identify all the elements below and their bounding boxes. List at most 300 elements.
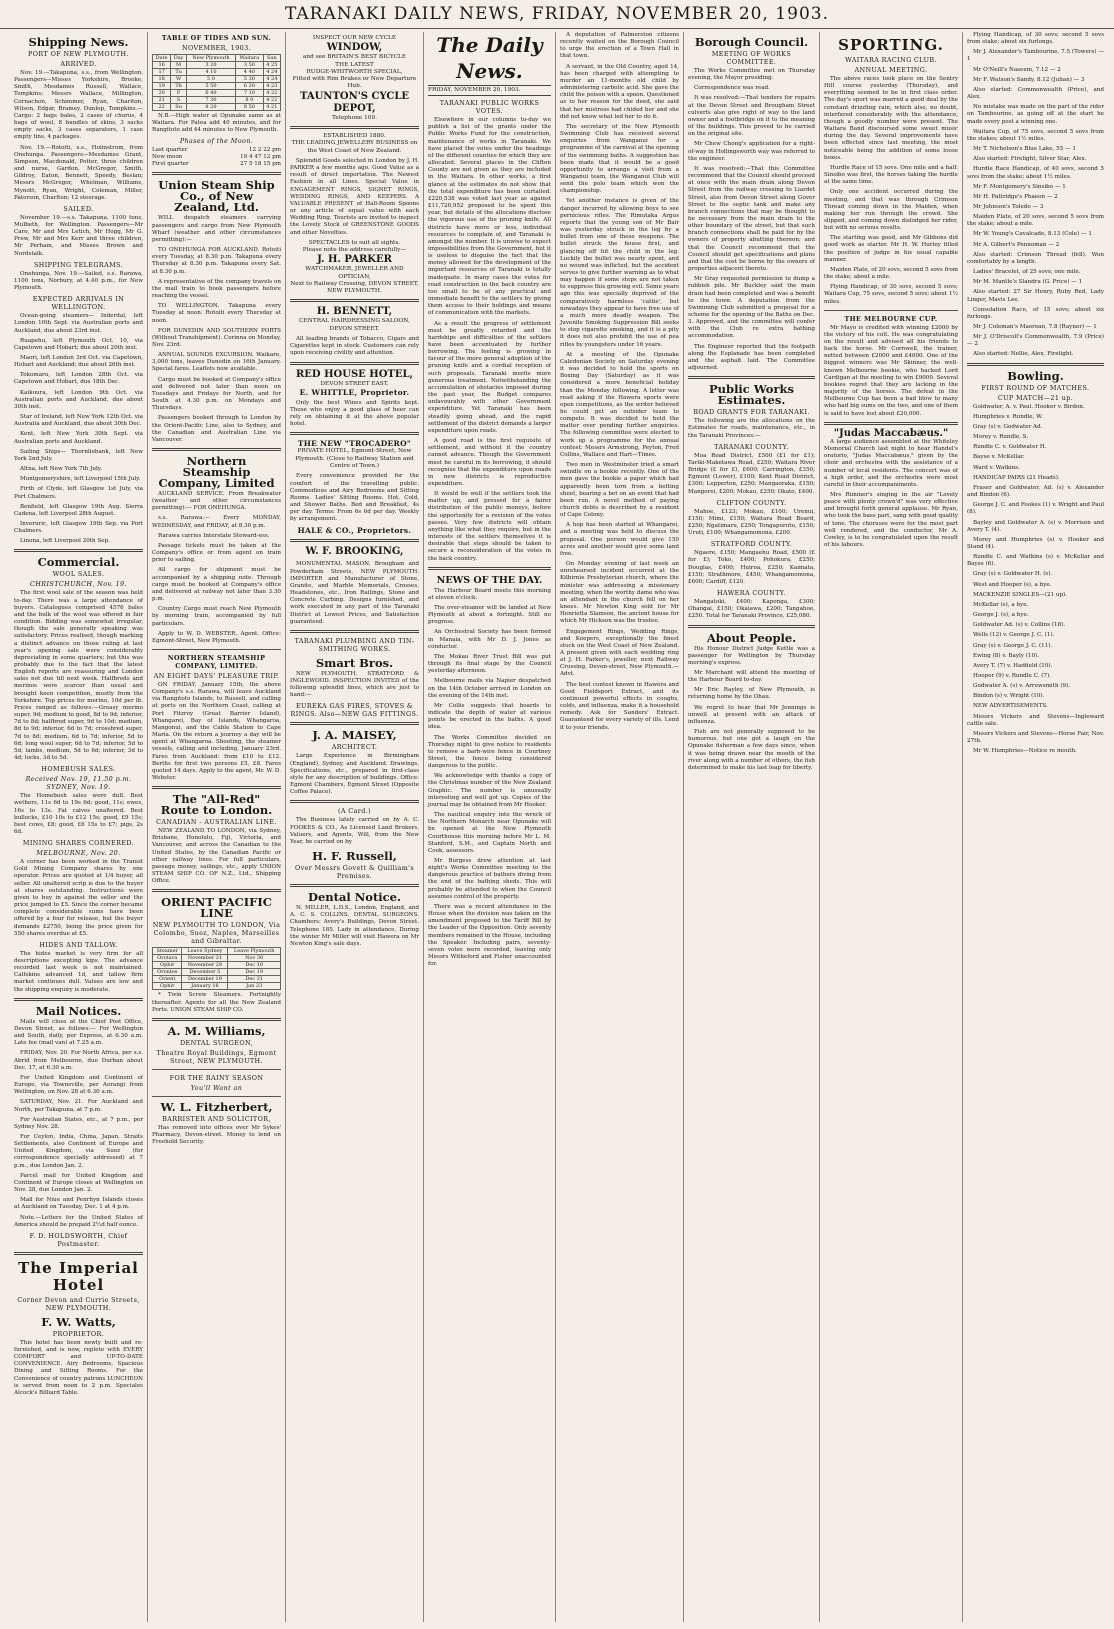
- moon-phase-row: [152, 161, 281, 168]
- moon-phases: [152, 147, 281, 168]
- trocadero-advert: [290, 439, 419, 470]
- dateline: [428, 85, 551, 96]
- bowling-draw-line: Goldwater Ad. (s) v. Collins (18).: [973, 622, 1066, 629]
- maisey-role: ARCHITECT.: [331, 743, 378, 752]
- news-paragraphs: [560, 32, 679, 732]
- news-item: Mr Burgess drew attention at last night's Works Committee meeting to the dangerous practice of bathers diving from the end of the bathing sheds. This will probably be attended to when the Council assumes control of the property.: [428, 858, 551, 900]
- race-result-line: No mistake was made on the part of the rider on Tambourine, as going off at the start he made every post a winning one.: [967, 104, 1104, 125]
- divider: [290, 630, 419, 633]
- williams-name: A. M. Williams,: [167, 1023, 266, 1038]
- race-result-line: Also started: Commonwealth (Price), and Alex.: [967, 86, 1104, 101]
- county-heading: TARANAKI COUNTY.: [714, 442, 789, 451]
- divider: [14, 998, 143, 1001]
- table-cell: Orient: [153, 976, 182, 983]
- please-note: Please note the address carefully—: [302, 246, 407, 253]
- moon-heading: Phases of the Moon.: [179, 137, 254, 146]
- table-row: [153, 62, 281, 69]
- bowling-draw-line: Bayley and Goldwater A. (s) v. Morrison and Avery T. (4).: [967, 519, 1104, 533]
- review-paragraph: Mrs Rimmer's singing in the air "Lovely peace with plenty crown'd" was very effective and brought forth general applause. Mr Ryan, who took the bass part, sang with good quality of tone. The choruses were for the most part well rendered, and the conductor, Mr A. Cowley, is to be congratulated upon the result of his labours.: [824, 491, 958, 549]
- table-header-cell: Day: [171, 55, 187, 62]
- dental-notice-body: N. MILLER, L.D.S., London, England, and A. C. S. COLLINS, DENTAL SURGEONS. Chambers: Avery's Buildings, Devon Street. Telephone 185. Lady in attendance. During the winter Mr Miller will visit Hawera on Mr Newton King's sale days.: [290, 905, 419, 947]
- public-works-heading: Public Works Estimates.: [709, 382, 794, 408]
- bowling-draw-line: West and Hooper (s), a bye.: [973, 581, 1052, 588]
- bowling-draw-line: Rundle C. v. Goldwater H.: [973, 444, 1047, 451]
- expected-arrival-item: Star of Ireland, left New York 12th Oct. via Australia and Auckland, due about 30th Dec.: [14, 414, 143, 428]
- judas-maccabaeus-review: [824, 439, 958, 549]
- rainy-season: FOR THE RAINY SEASON: [169, 1073, 264, 1082]
- news-item: We acknowledge with thanks a copy of the Christmas number of the New Zealand Graphic. The number is unusually interesting and well got up. Copies of the journal may be obtained from Mr Hooker.: [428, 773, 551, 808]
- divider: [152, 172, 281, 175]
- parker-advert: [290, 133, 419, 155]
- table-cell: 4 22: [263, 90, 280, 97]
- red-house-address: DEVON STREET EAST.: [320, 380, 389, 387]
- column-1: [10, 32, 148, 1622]
- expected-arrival-item: Ruapehu, left Plymouth Oct. 10, via Capetown and Hobart; due about 20th inst.: [14, 337, 143, 351]
- table-cell: Su: [171, 104, 187, 111]
- nsc-heading: NORTHERN STEAMSHIP COMPANY, LIMITED.: [167, 653, 266, 670]
- bowling-draw-line: Wells (12) v. George J. C. (1).: [973, 632, 1055, 639]
- county-heading: STRATFORD COUNTY.: [710, 540, 793, 549]
- hotel-address: Corner Devon and Currie Streets, NEW PLYMOUTH.: [17, 1295, 140, 1312]
- news-of-the-day-heading: NEWS OF THE DAY.: [436, 574, 543, 586]
- news-item: There was a record attendance in the House when the division was taken on the amendment proposed to the Tariff Bill by the Leader of the Opposition. Only seventy members remained in the House, including the Speaker. Including pairs, seventy-seven votes were recorded, leaving only Messrs Witheford and Fisher unaccounted for.: [428, 903, 551, 968]
- divider: [688, 376, 815, 379]
- established-label: ESTABLISHED 1880.: [323, 133, 386, 140]
- county-grants: Mahoe, £123; Mokau, £100; Urenui, £150; Mimi, £150; Waitara Road Board, £250; Ngatimaru, £250; Tongaporutu, £150; Uruti, £100; Whangamomona, £200.: [688, 508, 815, 537]
- union-steamship-paragraph: TO WELLINGTON. Takapuna every Tuesday at noon. Rotoiti every Thursday at noon.: [152, 303, 281, 324]
- smart-bros-body: NEW PLYMOUTH, STRATFORD & INGLEWOOD. INSPECTION INVITED of the following splendid lines, which are just to hand:—: [290, 670, 419, 699]
- editorial-paragraph: Elsewhere in our columns to-day we publish a list of the grants under the Public Works Fund for the construction, maintenance of works in Taranaki. We have placed the votes under the headings of the different counties for which they are allocated. Several places in the Clifton County are not given as they are included in the Waitara. In other works, a first glance at the estimates do not show that the total expenditure has been curtailed. £220,538 was voted last year as against £11,720,952 proposed to be spent this year, but details of the allocations disclose the vigorous use of the pruning knife. All districts have more or less, individual resources to complain of, and Taranaki is amongst the number. It is unwise to expect impossibilities from the Government, but it is useless to disguise the fact that the money allowed for the development of the important resources of Taranaki is totally inadequate. In many cases the votes for road construction in the back country are too small to be of any practical and immediate benefit to the settlers by giving them access to their holdings and means of communication with the markets.: [428, 117, 551, 317]
- brooking-body: MONUMENTAL MASON, Brougham and Powderham Streets, NEW PLYMOUTH. IMPORTER and Manufacturer of Stone, Granite, and Marble Memorials, Crosses, Headstones, etc., Iron Railings, Stone and Concrete Curbing. Designs furnished, and work executed in any part of the Taranaki District at Lowest Prices, and Satisfaction guaranteed.: [290, 561, 419, 625]
- news-paragraph: The best contest known in Hawera and Good Fieldsport Extract, and its continued powerful effects in coughs, colds, and influenza, make it a household remedy. Ask for Sanders' Extract. Guaranteed for every variety of ills. Lend it to your friends.: [560, 681, 679, 731]
- column-7: [820, 32, 963, 1622]
- table-cell: 7 10: [236, 90, 264, 97]
- table-cell: Nov 30: [228, 955, 281, 962]
- bowling-draw-line: MACKENZIE SINGLES—(21 up).: [973, 591, 1068, 598]
- sailed-label: SAILED.: [63, 204, 94, 213]
- expected-label: EXPECTED ARRIVALS IN WELLINGTON.: [32, 295, 125, 312]
- northern-steamship-paragraph: Country Cargo must reach New Plymouth by morning train, accompanied by full particulars.: [152, 606, 281, 627]
- hale-block: [290, 526, 419, 535]
- wool-label: WOOL SALES.: [52, 570, 105, 579]
- mail-notice-item: SATURDAY, Nov. 21. For Auckland and North, per Takapuna, at 7 p.m.: [14, 1099, 143, 1113]
- bennett-role: CENTRAL HAIRDRESSING SALOON, DEVON STREET.: [299, 318, 410, 332]
- table-cell: Ophir: [153, 983, 182, 990]
- news-paragraph: Yet another instance is given of the danger incurred by allowing boys to see pernicious rifles. The Rimutaka Argus reports that the young son of Mr Bair was yesterday struck in the leg by a bullet from one of these weapons. The bullet struck the house first, and glancing off hit the child in the leg. Luckily the bullet was nearly spent, and no wound was inflicted, but the accident serves to give further warning as to what may happen if some steps are not taken to suppress this growing evil. Some years ago this was specially deprived of the comparatively harmless 'cattie', but nowadays they appear to have free use of a much more deadly weapon. The Juvenile Smoking Suppression Bill seeks to stop cigarette smoking, and it is a pity it does not also prohibit the use of pea rifles by youngsters under 16 years.: [560, 198, 679, 348]
- mining-report: A corner has been worked in the Transit Gold Mining Company shares by one operator. Prices are quoted at 1/4 buyer, all seller. All unaltered scrip is due to the buyer at shares outstanding. Instructions were given to buy in against the seller and the price jumped to £5. Since the corner became complete considerable sums have been offered by a four for release, but the buyer demands £2750, being the price given for 550 shares overdue at £5.: [14, 859, 143, 937]
- expected-arrival-item: Benfield, left Glasgow 19th Aug. Sierra Cadena, left Liverpool 28th August.: [14, 503, 143, 517]
- northern-steamship-paragraph: Rarawa carries Interstate Steward-ess.: [158, 532, 270, 539]
- melbourne-cup-heading: THE MELBOURNE CUP.: [844, 314, 938, 323]
- table-cell: 6 40: [186, 90, 235, 97]
- divider: [152, 889, 281, 892]
- tide-note: N.B.—High water at Opunake same as at Waitara. For Patea add 40 minutes, and for Rangitoto add 44 minutes to New Plymouth.: [152, 113, 281, 134]
- expected-arrival-item: Montgomeryshire, left Liverpool 15th July.: [20, 476, 141, 483]
- race-results: [967, 32, 1104, 359]
- table-row: [153, 97, 281, 104]
- parker-address: Next to Railway Crossing, DEVON STREET, NEW PLYMOUTH.: [290, 280, 419, 295]
- editorial-article: [428, 117, 551, 563]
- table-cell: 4 25: [263, 62, 280, 69]
- table-row: [153, 83, 281, 90]
- borough-paragraph: Correspondence was read.: [694, 85, 770, 92]
- homebush-report: The Homebush sales were dull. Best wethers, 11s 6d to 19s 6d; good, 11s; ewes, 16s to 13s. Fat calves unaltered. Best bullocks, £10 10s to £12 15s; good, £9 15s; best cows, £8; good, £6 15s to £7; pigs, 2s 6d.: [14, 793, 143, 835]
- borough-paragraph: The Works Committee met on Thursday evening, the Mayor presiding.: [688, 68, 815, 82]
- editorial-paragraph: It would be well if the settlers took the matter up, and pressed for a fairer distribution of the public moneys, before the opportunity for a revision of the votes passes. Very few districts will obtain anything like what they require, but in the interests of the settlers themselves it is desirable that steps should be taken to secure a reconsideration of the votes in the back country.: [428, 491, 551, 562]
- bennett-body: All leading brands of Tobacco, Cigars and Cigarettes kept in stock. Customers can rely upon receiving civility and attention.: [290, 336, 419, 357]
- race-result-line: Mr J. Coleman's Maorean, 7.8 (Rayner) — 1: [973, 324, 1097, 330]
- divider: [14, 1252, 143, 1255]
- divider: [290, 432, 419, 435]
- trocadero-heading: THE NEW "TROCADERO": [297, 439, 412, 449]
- news-item: Mr Collis suggests that boards to indicate the depth of water at various points be erected in the baths. A good idea.: [428, 702, 551, 731]
- bowling-draw: [967, 404, 1104, 756]
- table-row: [153, 69, 281, 76]
- county-heading: HAWERA COUNTY.: [716, 589, 786, 598]
- borough-council-heading: Borough Council.: [694, 35, 809, 49]
- table-cell: November 21: [182, 955, 228, 962]
- about-people-item: Fish are not generally supposed to be humorous, but one got a laugh on the Opunake fisherman a few days since, when it was being drawn near the mouth of the river along with a number of others, the fish determined to make his last leap for liberty.: [688, 729, 815, 771]
- table-cell: 4 23: [263, 83, 280, 90]
- news-item: Melbourne mails via Napier despatched on the 14th October arrived in London on the evening of the 14th inst.: [428, 678, 551, 699]
- bowling-draw-line: Bindon (s) v. Wright (10).: [973, 693, 1045, 700]
- bowling-cup-match: CUP MATCH—21 up.: [997, 393, 1074, 402]
- arrived-item: Nov. 19.—Takapuna, s.s., from Wellington. Passengers—Misses Yorkshire, Brooke, Smith, Mesdames Russell, Wallace, Tompkins; Messrs Wallace, Millington, Cornachon, Schimmer, Ryan, Chariton, Wilson, Edgar, Bramey, Dunlop, Tompkins.—Cargo: 2 bags bales, 2 cases of chorus, 4 bags of wool, 8 bundles of skins, 3 sacks empty sacks, 3 cases separators, 1 case empty tins, 4 packages.: [14, 70, 143, 141]
- mail-notice-item: Note.—Letters for the United States of America should be prepaid 2½d half ounce.: [14, 1214, 143, 1228]
- bennett-name: H. BENNETT,: [316, 306, 393, 318]
- expected-arrival-item: Ocean-going steamers— Inderdal, left London 10th Sept. via Australian ports and Auckland, due about 23rd inst.: [14, 313, 143, 334]
- hides-report: The hides market is very firm for all descriptions excepting kips. The advance recorded last week is not maintained. Calfskins advanced 1d, and tallow firm market continues dull. Values are low and the shipping enquiry is moderate.: [14, 950, 143, 993]
- bowling-draw-line: NEW ADVERTISEMENTS.: [973, 703, 1048, 710]
- orient-pacific-heading: ORIENT PACIFIC LINE: [161, 895, 272, 921]
- table-cell: 7 30: [186, 97, 235, 104]
- williams-address: Theatre Royal Buildings, Egmont Street, NEW PLYMOUTH.: [156, 1048, 277, 1065]
- table-cell: Jan 23: [228, 983, 281, 990]
- racing-report: [824, 76, 958, 306]
- rudge-label: RUDGE-WHITWORTH SPECIAL,: [306, 68, 403, 75]
- race-result-line: Also started: Nellie, Alex, Firelight.: [973, 351, 1074, 358]
- bowling-draw-line: George J. C. and Fookes (1) v. Wright and Paul (8).: [967, 502, 1104, 516]
- bowling-draw-line: Godwater A. (s) v. Arrowsmith (9).: [973, 683, 1071, 690]
- news-item: An Orchestral Society has been formed in Manaia, with Mr D. J. Jones as conductor.: [428, 629, 551, 650]
- race-result-line: Also started: Firelight, Silver Star, Alex.: [973, 156, 1087, 163]
- race-result-line: Ladies' Bracelet, of 25 sovs; one mile.: [973, 269, 1081, 276]
- arrived-item: Nov. 19.—Rotoiti, s.s., Holmstrom, from Onehunga. Passengers—Mesdames Grant, Simpson, Macdonald, Potter, three children and nurse, Gardon, McGregor, Smith, Gildroy, Eaton, Bennett, Speedy, Beslan; Messrs McGregor, Whelman, Williams, Mynott, Ryan, Wright, Coleman, Miller, Paterson, Charlton; 12 steerage.: [14, 144, 143, 201]
- news-paragraph: On Monday evening of last week an unrehearsed incident occurred at the Kilbirnie Presbyterian church, where the minister was addressing a missionary meeting, when the worthy dame who was an attendant in the church fell on her knees. Mr Newton King sold for Mr Henrietta Slamson, the ancient house for which Mr Hickson was the trustee.: [560, 561, 679, 625]
- moon-phase-row: [152, 154, 281, 161]
- race-result-line: Mr A. Gilbert's Pennoman — 2: [973, 241, 1060, 248]
- news-item: The Mokau River Trust Bill was put through its final stage by the Council yesterday afternoon.: [428, 653, 551, 675]
- race-result-line: Hurdle Race Handicap, of 40 sovs, second 5 sovs from the stake; about 1½ miles.: [967, 166, 1104, 180]
- commercial-heading: Commercial.: [37, 555, 120, 570]
- news-paragraph: Engagement Rings, Wedding Rings, and Keepers, exceptionally the finest stock on the West Coast of New Zealand. A present given with each wedding ring at J. H. Parker's, jeweller, next Railway Crossing, Devon-street, New Plymouth.—Advt.: [560, 628, 679, 678]
- mining-dateline: MELBOURNE, Nov. 20.: [36, 849, 121, 858]
- race-result-line: Mr O'Neill's Naseem, 7.12 — 2: [973, 66, 1061, 73]
- bowling-draw-line: Ewing (8) v. Bayly (10).: [973, 652, 1039, 659]
- table-cell: F: [171, 90, 187, 97]
- race-result-line: Mr T. Nicholson's Blue Lake, 55 — 1: [973, 146, 1076, 153]
- race-result-line: Mr W. Young's Cavalcade, 8.13 (Cole) — 1: [973, 231, 1092, 238]
- northern-steamship-paragraph: All cargo for shipment must be accompanied by a shipping note. Through cargo must be booked at Company's office and delivered at railway not later than 3.30 p.m.: [152, 567, 281, 603]
- divider: [152, 1069, 281, 1070]
- news-paragraph: Two men in Westminster tried a smart swindle on a bookie recently. One of the men gave the bookie a paper which had apparently been torn from a betting sheet, bearing a bet on an event that had been run. A novel method of paying church debts is described by a resident of Cape Colony.: [560, 462, 679, 519]
- mail-notice-item: FRIDAY, Nov. 20. For North Africa, per s.s. Abrid from Melbourne, due Durban about Dec. 17, at 6.30 a.m.: [14, 1050, 143, 1071]
- parker-name: J. H. PARKER: [317, 254, 392, 266]
- fookes-body: The Business lately carried on by A. C. FOOKES & CO., As Licensed Land Brokers, Valuers, and Agents, Will, from the New Year, be carried on by: [290, 817, 419, 845]
- column-8: [963, 32, 1108, 1622]
- table-cell: 18: [153, 76, 171, 83]
- borough-paragraph: It was resolved:—That tenders for repairs at the Devon Street and Brougham Street culverts also give right of way to the land owner and a footbridge on it to the meaning of the buildings. This proved to be carried on the original site.: [688, 95, 815, 138]
- table-cell: Ophir: [153, 962, 182, 969]
- divider: [290, 722, 419, 725]
- racing-paragraph: Maiden Plate, of 20 sovs, second 5 sovs from the stake; about a mile.: [824, 266, 958, 281]
- expected-arrival-item: Altna, left New York 7th July.: [20, 466, 102, 473]
- tide-table-month: NOVEMBER, 1903.: [181, 44, 252, 52]
- union-steamship-paragraph: Passengers booked through to London by the Orient-Pacific Line, also to Sydney, and the Canadian and Australian Line via Vancouver.: [152, 415, 281, 443]
- smart-bros-heading: Smart Bros.: [315, 655, 394, 670]
- table-cell: January 16: [182, 983, 228, 990]
- all-red-subheading: CANADIAN - AUSTRALIAN LINE.: [156, 818, 277, 827]
- divider: [967, 363, 1104, 366]
- news-paragraph: A servant, in the Old Country, aged 14, has been charged with attempting to murder an 11-months old child by administering carbolic acid. She gave the child the poison with a spoon. Questioned as to her reason for the deed, she said that her mistress had chided her and she did not know what led her to do it.: [560, 63, 679, 120]
- county-grants: Mangatoki, £400; Kaponga, £300; Ohangai, £150; Okaiawa, £200; Tangahoe, £250. Total for Taranaki Province, £25,080.: [688, 599, 815, 620]
- table-header-cell: Steamer: [153, 948, 182, 955]
- brooking-name: W. F. BROOKING,: [305, 546, 404, 558]
- public-works-subheading: ROAD GRANTS FOR TARANAKI.: [693, 408, 810, 417]
- telegrams-label: SHIPPING TELEGRAMS.: [33, 260, 124, 269]
- union-steamship-paragraph: ANNUAL SOUNDS EXCURSION. Waikare, 3,000 tons, leaves Dunedin on 16th January. Special fares. Leaflets now available.: [152, 352, 281, 373]
- union-steamship-paragraph: TO ONEHUNGA FOR AUCKLAND. Rotoiti every Tuesday, at 8.30 p.m. Takapuna every Thursday at 8.30 p.m. Takapuna every Sat. at 8.30 p.m.: [152, 247, 281, 275]
- nsc-subheading: AN EIGHT DAYS' PLEASURE TRIP.: [153, 671, 280, 680]
- table-row: [153, 976, 281, 983]
- borough-council-report: [688, 68, 815, 372]
- williams-role: DENTAL SURGEON,: [180, 1038, 253, 1047]
- borough-paragraph: Mr Chew Chong's application for a right-of-way in Hollingsworth way was referred to the engineer.: [688, 141, 815, 162]
- race-result-line: Mr F. Montgomery's Sinsibo — 1: [973, 183, 1066, 190]
- race-result-line: Flying Handicap, of 30 sovs; second 5 sovs from stake; about six furlongs.: [967, 32, 1104, 46]
- column-3: [286, 32, 424, 1622]
- union-steamship-heading: Union Steam Ship Co., of New Zealand, Ltd.: [158, 178, 275, 215]
- news-item: The Harbour Board meets this morning at eleven o'clock.: [428, 587, 551, 601]
- cycle-heading: INSPECT OUR NEW CYCLE: [312, 35, 397, 41]
- taunton-heading: TAUNTON'S CYCLE DEPOT,: [299, 90, 410, 114]
- county-grants: Moa Road District, £500 (£1 for £1); Tariki-Maketawa Road, £250; Waitara River Bridge (£ for £), £600; Carrington, £350; Egmont (Lower), £100; Kent Road District, £300; Lepperton, £250; Mangaoraka, £150; Mangorei, £200; Mokau, £250; Okato, £400.: [688, 452, 815, 495]
- bowling-draw-line: George J. (s), a bye.: [973, 612, 1029, 619]
- divider: [428, 567, 551, 570]
- news-of-the-day-list: [428, 588, 551, 969]
- dental-notice-heading: Dental Notice.: [308, 890, 401, 905]
- racing-paragraph: The starting was good, and Mr Gibbons did good work as starter. Mr H. W. Hurley filled the position of judge in his usual capable manner.: [824, 235, 958, 263]
- race-result-line: Mr Johnson's Toledo — 3: [973, 203, 1044, 210]
- northern-steamship-paragraph: AUCKLAND SERVICE. From Breakwater (weather and other circumstances permitting):— FOR ONEHUNGA.: [152, 491, 281, 512]
- port-heading: PORT OF NEW PLYMOUTH.: [28, 50, 129, 58]
- northern-steamship-body: [152, 491, 281, 645]
- homebush-label: HOMEBUSH SALES.: [41, 765, 116, 774]
- eureka-line: EUREKA GAS FIRES, STOVES & RINGS. Also—NEW GAS FITTINGS.: [290, 702, 419, 719]
- divider: [152, 649, 281, 650]
- bowling-draw-line: Gray (s) v. Goldwater H. (s).: [973, 571, 1053, 578]
- table-cell: Dec 10: [228, 962, 281, 969]
- moon-phase-time: 12 2 22 pm: [248, 147, 281, 154]
- melbourne-cup-body: Mr Mayo is credited with winning £2000 by the victory of his colt. He was congratulating on the result and advised all his friends to back the horse. Mr Cornwell, the trainer, netted between £2000 and £4000. One of the biggest winners was Mr Skinner, the well-known Melbourne bookie, who backed Lord Cardigan at the meeting to win £9000. Several bookies regret that they are lacking in the majority of the horses. The defeat in the Melbourne Cup has been a bad blow to many who had big sums on the two, and one of them is said to have lost about £20,000.: [824, 324, 958, 417]
- northern-steamship-heading: Northern Steamship Company, Limited: [158, 454, 275, 490]
- table-cell: 4 10: [186, 69, 235, 76]
- jeweller-heading: THE LEADING JEWELLERY BUSINESS on the West Coast of New Zealand.: [291, 140, 418, 154]
- race-result-line: Mr M. Mantle's Slandra (G. Price) — 1: [973, 279, 1083, 286]
- expected-arrival-item: Linona, left Liverpool 20th Sep.: [20, 538, 110, 545]
- northern-steamship-paragraph: Apply to W. D. WEBSTER, Agent. Office: Egmont-Street, New Plymouth.: [152, 630, 281, 644]
- bowling-draw-line: Bayse v. McKellar.: [973, 454, 1025, 461]
- borough-paragraph: The Engineer reported that the footpath along the Esplanade has been completed and the asphalt laid. The Committee adjourned.: [688, 343, 815, 372]
- union-steamship-paragraph: Cargo must be booked at Company's office and delivered not later than noon on Tuesdays and Fridays for North, and for South at 4.30 p.m. on Mondays and Thursdays.: [152, 376, 281, 412]
- nsc-body: ON FRIDAY, January 15th, the above Company's s.s. Rarawa, will leave Auckland via Rangitoto Islands, to Russell, and calling at ports on the Northern Coast, calling at Port Fitzroy (Great Barrier Island), Whangarei, Bay of Islands, Whangaroa, Mangonui, and the Cable Station to Cape Maria. On the return a journey a day will be spent at Whangaroa. Shooting, the steamer vessels, calling and including, January 23rd. Fares from Auckland: from £10 to £12. Berths for first two persons £5, £8. Fares quoted 14 days. Apply to the agent, Mr. W. D. Webster.: [152, 681, 281, 781]
- hides-label: HIDES AND TALLOW.: [39, 940, 118, 949]
- expected-arrival-item: Sailing Ships— Thornliebank, left New York 2nd July.: [14, 448, 143, 462]
- bennett-advert: [290, 306, 419, 333]
- mining-label: MINING SHARES CORNERED.: [22, 839, 135, 848]
- red-house-advert: [290, 369, 419, 397]
- racing-paragraph: Hurdle Race of 15 sovs. One mile and a half. Sinsibo was first, the horses taking the hurdle at the same time.: [824, 164, 958, 186]
- bowling-draw-line: Messrs Vickers and Stevens—Horse Fair, Nov. 27th.: [967, 730, 1104, 745]
- public-works-sections: [688, 443, 815, 621]
- table-cell: 3 50: [236, 62, 264, 69]
- table-cell: W: [171, 76, 187, 83]
- bowling-subheading: FIRST ROUND OF MATCHES.: [981, 383, 1090, 392]
- about-people-item: Mr Eric Rayley, of New Plymouth, is returning home by the Ohau.: [688, 687, 815, 701]
- race-result-line: Maiden Plate, of 20 sovs, second 5 sovs from the stake; about a mile.: [967, 214, 1104, 228]
- about-people-list: [688, 646, 815, 773]
- divider: [290, 884, 419, 887]
- county-heading: CLIFTON COUNTY.: [716, 498, 787, 507]
- news-paragraph: At a meeting of the Opunake Caledonian Society on Saturday evening it was decided to hold the sports on Boxing Day (Saturday) as it was considered a more beneficial holiday than the Monday following. A letter was read asking if the Hawera sports were open competitions, as the writer believed he could get an outsider team to compete. It was decided to hold the matter over pending further enquiries. The following committee were elected to work up a programme for the annual contest: Messrs Armstrong, Peyton, Fred Collins, Wallace and Hart—Times.: [560, 351, 679, 458]
- maisey-name: J. A. MAISEY,: [312, 728, 397, 743]
- plumbing-heading: TARANAKI PLUMBING AND TIN-SMITHING WORKS.: [294, 636, 415, 653]
- table-cell: M: [171, 62, 187, 69]
- orient-sailings-table: [152, 947, 281, 990]
- table-cell: 4 22: [263, 97, 280, 104]
- northern-steamship-paragraph: s.s. Rarawa.— Every MONDAY, WEDNESDAY, and FRIDAY, at 8.30 p.m.: [152, 515, 281, 529]
- annual-meeting-label: ANNUAL MEETING.: [854, 66, 928, 74]
- table-header-cell: New Plymouth: [186, 55, 235, 62]
- table-row: [153, 955, 281, 962]
- window-sub: and see BRITAIN'S BEST BICYCLE: [302, 54, 407, 61]
- news-item: The Works Committee decided on Thursday night to give notice to residents to remove a barb-wire fence in Courtney Street, the fence being considered dangerous to the public.: [428, 734, 551, 770]
- expected-arrival-item: Kaikoura, left London 9th Oct. via Australian ports and Auckland, due about 30th inst.: [14, 389, 143, 410]
- all-red-route-heading: The "All-Red" Route to London.: [160, 792, 273, 818]
- bowling-draw-line: HANDICAP PAIRS (21 Heads).: [973, 474, 1060, 481]
- red-house-body: Only the best Wines and Spirits kept. Those who enjoy a good glass of beer can rely on obtaining it at the above popular hotel.: [290, 399, 419, 428]
- about-people-heading: About People.: [706, 630, 797, 645]
- russell-address: Over Messrs Govett & Quilliam's Premises.: [294, 864, 415, 881]
- divider: [290, 539, 419, 542]
- public-works-label: TARANAKI PUBLIC WORKS VOTES.: [439, 99, 540, 116]
- hotel-proprietor-name: F. W. Watts,: [41, 1314, 116, 1329]
- divider: [152, 786, 281, 789]
- dateline-text: FRIDAY, NOVEMBER 20, 1903.: [428, 87, 521, 93]
- mail-signature: F. D. HOLDSWORTH, Chief Postmaster.: [29, 1231, 128, 1248]
- bowling-draw-line: Morey and Humphries (s) v. Hooker and Stand (4).: [967, 536, 1104, 550]
- parker-address-block: [290, 240, 419, 296]
- union-steamship-body: [152, 215, 281, 444]
- moon-phase-row: [152, 147, 281, 154]
- judas-maccabaeus-heading: "Judas Maccabæus.": [833, 427, 949, 439]
- table-cell: 22: [153, 104, 171, 111]
- divider: [688, 625, 815, 628]
- column-5: [556, 32, 684, 1622]
- parker-role: WATCHMAKER, JEWELLER AND OPTICIAN,: [305, 266, 404, 280]
- hotel-description: This hotel has been newly built and re-furnished, and is now, replete with EVERY COMFORT and UP-TO-DATE CONVENIENCE. Airy Bedrooms, Spacious Dining and Sitting Rooms. For the Convenience of country patrons LUNCHEON is served from noon to 2 p.m. Speciales Alcock's Billiard Table.: [14, 1339, 143, 1396]
- tide-table: [152, 54, 281, 111]
- expected-arrival-item: Maori, left London 3rd Oct. via Capetown, Hobart and Auckland; due about 26th inst.: [14, 355, 143, 369]
- bowling-draw-line: Morey v. Rundle, S.: [973, 434, 1029, 441]
- table-cell: Orotava: [153, 955, 182, 962]
- table-cell: 8 20: [186, 104, 235, 111]
- bowling-draw-line: Gray (s) v. George J. C. (11).: [973, 642, 1053, 649]
- arrived-label: ARRIVED.: [60, 60, 97, 68]
- mail-notice-item: For Australian States, etc., at 7 p.m., per Sydney Nov. 28.: [14, 1116, 143, 1130]
- divider: [152, 1096, 281, 1097]
- table-row: [153, 76, 281, 83]
- wool-dateline: CHRISTCHURCH, Nov. 19.: [30, 580, 127, 589]
- bowling-draw-line: Ward v. Watkins.: [973, 464, 1020, 471]
- trocadero-body: Every convenience provided for the comfort of the travelling public. Commodious and Airy Bedrooms and Sitting Rooms. Ladies' Sitting Rooms. Hot, Cold, and Shower Baths. Bed and Breakfast, 4s per day. Terms: From 6s 6d per day. Weekly by arrangement.: [290, 473, 419, 523]
- table-cell: 6 20: [236, 83, 264, 90]
- imperial-hotel-heading: The Imperial Hotel: [18, 1258, 139, 1294]
- column-2: [148, 32, 286, 1622]
- mail-notices-heading: Mail Notices.: [35, 1003, 122, 1018]
- latest-label: THE LATEST: [335, 61, 374, 68]
- race-result-line: Also started: 27 Sir Henry, Ruby Red, Lady Linger, Mavis Lee.: [967, 289, 1104, 303]
- table-cell: 21: [153, 97, 171, 104]
- moon-phase-label: Last quarter: [152, 147, 188, 154]
- table-header-cell: Leave Sydney: [182, 948, 228, 955]
- moon-phase-time: 27 5 18 15 pm: [240, 161, 281, 168]
- borough-paragraph: It was resolved:—That this Committee recommend that the Council should proceed at once with the main drain along Devon Street from the railway crossing to Liardet Street, also from Devon Street along Gover Street to the septic tank and make any branch connections that may be thought to be necessary from the main drain to the other boundary of the street, but that such branch connections shall be paid for by the owners of property abutting thereon; and that the Council recommend that the Council should get specifications and plans and that the cost be borne by the owners of properties adjacent thereto.: [688, 165, 815, 273]
- maisey-body: Large Experience in Birmingham (England), Sydney, and Auckland. Drawings, Specifications, etc., prepared in first-class style for any description of buildings. Office: Egmont Chambers, Egmont Street (Opposite Coffee Palace).: [290, 753, 419, 796]
- divider: [824, 422, 958, 425]
- mail-notice-item: Mail for Niue and Penrhyn Islands closes at Auckland on Tuesday, Dec. 1 at 4 p.m.: [14, 1197, 143, 1211]
- racing-paragraph: Flying Handicap, of 30 sovs, second 5 sovs; Waitara Cup, 75 sovs, second 5 sovs; about 1½ miles.: [824, 284, 958, 305]
- news-paragraph: The secretary of the New Plymouth Swimming Club has received several enquiries from Wanganui for a programme of the carnival at the opening of the swimming baths. A suggestion has been made that it would be a good opportunity to arrange a visit from a Wanganui team, the Wanganui Club will send the polo team which won the championship.: [560, 123, 679, 195]
- table-cell: 16: [153, 62, 171, 69]
- racing-paragraph: The above races took place on the Sentry Hill course yesterday (Thursday), and everything seemed to be in first class order. The day's sport was marred a good deal by the constant drizzling rain, which also, no doubt, interfered considerably with the attendance, though a goodly number were present. The Waitara Band discoursed some sweet music during the day. Several improvements have been effected since last meeting, the most noticeable being the addition of some loose boxes.: [824, 76, 958, 161]
- divider: [290, 126, 419, 129]
- divider: [290, 800, 419, 803]
- table-row: [153, 983, 281, 990]
- table-cell: Th: [171, 83, 187, 90]
- divider: [152, 448, 281, 451]
- table-cell: 3 20: [186, 62, 235, 69]
- union-steamship-paragraph: FOR DUNEDIN AND SOUTHERN PORTS (Without Transhipment). Corinna on Monday, Nov. 23rd.: [152, 327, 281, 348]
- expected-arrival-item: Tokomaru, left London 28th Oct. via Capetown and Hobart, due 18th Dec.: [14, 372, 143, 386]
- trocadero-sub: PRIVATE HOTEL, Egmont-Street, New Plymouth. (Close to Railway Station and Centre of Town.): [295, 448, 414, 470]
- bowling-draw-line: Avery T. (7) v. Hadfield (10).: [973, 662, 1053, 669]
- telegrams-item: Onehunga, Nov. 19.—Sailed, s.s. Rarawa, 1100 tons, Norbury, at 4.40 p.m., for New Plymouth.: [14, 270, 143, 292]
- table-cell: 5 0: [186, 76, 235, 83]
- borough-subheading: MEETING OF WORKS COMMITTEE.: [711, 50, 792, 66]
- race-result-line: Mr J. Alexander's Tambourine, 7.5 (Towers) — 1: [967, 49, 1104, 63]
- homebush-dateline: Received Nov. 19, 11.50 p.m. SYDNEY, Nov. 19.: [25, 775, 132, 792]
- about-people-item: His Honour District Judge Kettle was a passenger for Wellington by Thursday morning's express.: [688, 645, 815, 666]
- table-cell: 4 21: [263, 104, 280, 111]
- expected-arrival-item: Kent, left New York 30th Sept. via Australian ports and Auckland.: [14, 431, 143, 445]
- fitzherbert-body: Has removed into offices over Mr Sykes' Pharmacy, Devon-street. Money to lend on Freehold Security.: [152, 1124, 281, 1146]
- bowling-heading: Bowling.: [1007, 368, 1064, 383]
- fitzherbert-role: BARRISTER AND SOLICITOR,: [162, 1114, 271, 1123]
- mail-notice-item: Parcel mail for United Kingdom and Continent of Europe closes at Wellington on Nov. 28, due London Jan. 2.: [14, 1172, 143, 1194]
- table-row: [153, 90, 281, 97]
- race-result-line: Mr J. O'Driscoll's Commonwealth, 7.9 (Price) — 2: [967, 334, 1104, 348]
